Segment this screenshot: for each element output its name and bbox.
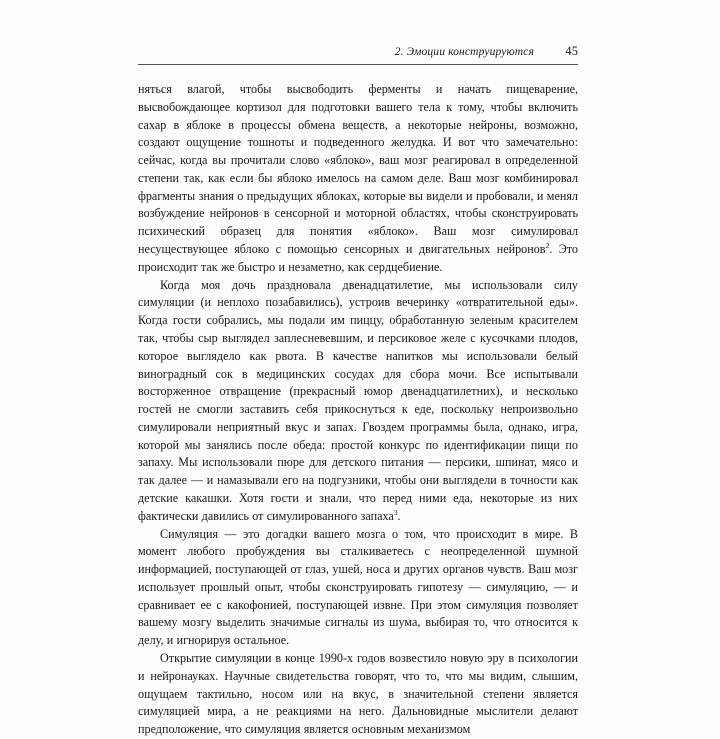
paragraph-text-tail: . Это происходит так же быстро и незаметно, как сердцебиение. xyxy=(138,242,578,274)
paragraph xyxy=(138,526,578,650)
paragraph-text: Открытие симуляции в конце 1990-х годов возвестило новую эру в психологии и нейронауках. Научные свидетельства говорят, что то, что мы видим, слышим, ощущаем тактильно, носом или на вкус, в значительной степени является симуляцией мира, а не реакциями на него. Дальновидные мыслители делают предположение, что симуляция является основным механизмом xyxy=(138,651,578,737)
paragraph-text-tail: . xyxy=(397,508,401,523)
paragraph-text: Симуляция — это догадки вашего мозга о том, что происходит в мире. В момент любого пробуждения вы сталкиваетесь с неопределенной шумной информацией, поступающей от глаз, ушей, носа и других органов чувств. Ваш мозг использует прошлый опыт, чтобы сконструировать гипотезу — симуляцию, — и сравнивает ее с какофонией, поступающей извне. При этом симуляция позволяет вашему мозгу выделить значимые сигналы из шума, выбирая то, что относится к делу, и игнорируя остальное. xyxy=(138,526,578,648)
paragraph xyxy=(138,650,578,739)
paragraph xyxy=(138,81,578,277)
footnote-reference[interactable]: 3 xyxy=(393,507,398,517)
running-head xyxy=(138,44,578,59)
footnote-reference[interactable]: 2 xyxy=(545,240,550,250)
header-divider xyxy=(138,64,578,65)
page-header xyxy=(138,44,578,65)
body-text xyxy=(138,81,578,739)
paragraph-text: няться влагой, чтобы высвободить ферменты и начать пищеварение, высвобождающее кортизол для подготовки вашего тела к тому, чтобы включить сахар в яблоке в процессы обмена веществ, а некоторые нейроны, возможно, создают ощущение тошноты и подведенного желудка. И вот что замечательно: сейчас, когда вы прочитали слово «яблоко», ваш мозг реагировал в определенной степени так, как если бы яблоко имелось на самом деле. Ваш мозг комбинировал фрагменты знания о предыдущих яблоках, которые вы видели и пробовали, и менял возбуждение нейронов в сенсорной и моторной областях, чтобы сконструировать психический образец для понятия «яблоко». Ваш мозг симулировал несуществующее яблоко с помощью сенсорных и двигательных нейронов xyxy=(138,82,578,257)
paragraph xyxy=(138,277,578,526)
paragraph-text: Когда моя дочь праздновала двенадцатилетие, мы использовали силу симуляции (и неплохо позабавились), устроив вечеринку «отвратительной еды». Когда гости собрались, мы подали им пиццу, обработанную зеленым красителем так, чтобы сыр выглядел заплесневевшим, и персиковое желе с кусочками плодов, которое выглядело как рвота. В качестве напитков мы использовали белый виноградный сок в медицинских сосудах для сбора мочи. Все испытывали восторженное отвращение (прекрасный юмор двенадцатилетних), и несколько гостей не смогли заставить себя прикоснуться к еде, поскольку непроизвольно симулировали неприятный вкус и запах. Гвоздем программы была, однако, игра, которой мы занялись после обеда: простой конкурс по идентификации пищи по запаху. Мы использовали пюре для детского питания — персики, шпинат, мясо и так далее — и намазывали его на подгузники, чтобы они выглядели в точности как детские какашки. Хотя гости и знали, что перед ними еда, некоторые из них фактически давились от симулированного запаха xyxy=(138,277,578,523)
page-number: 45 xyxy=(565,44,578,58)
chapter-title: 2. Эмоции конструируются xyxy=(394,45,534,58)
